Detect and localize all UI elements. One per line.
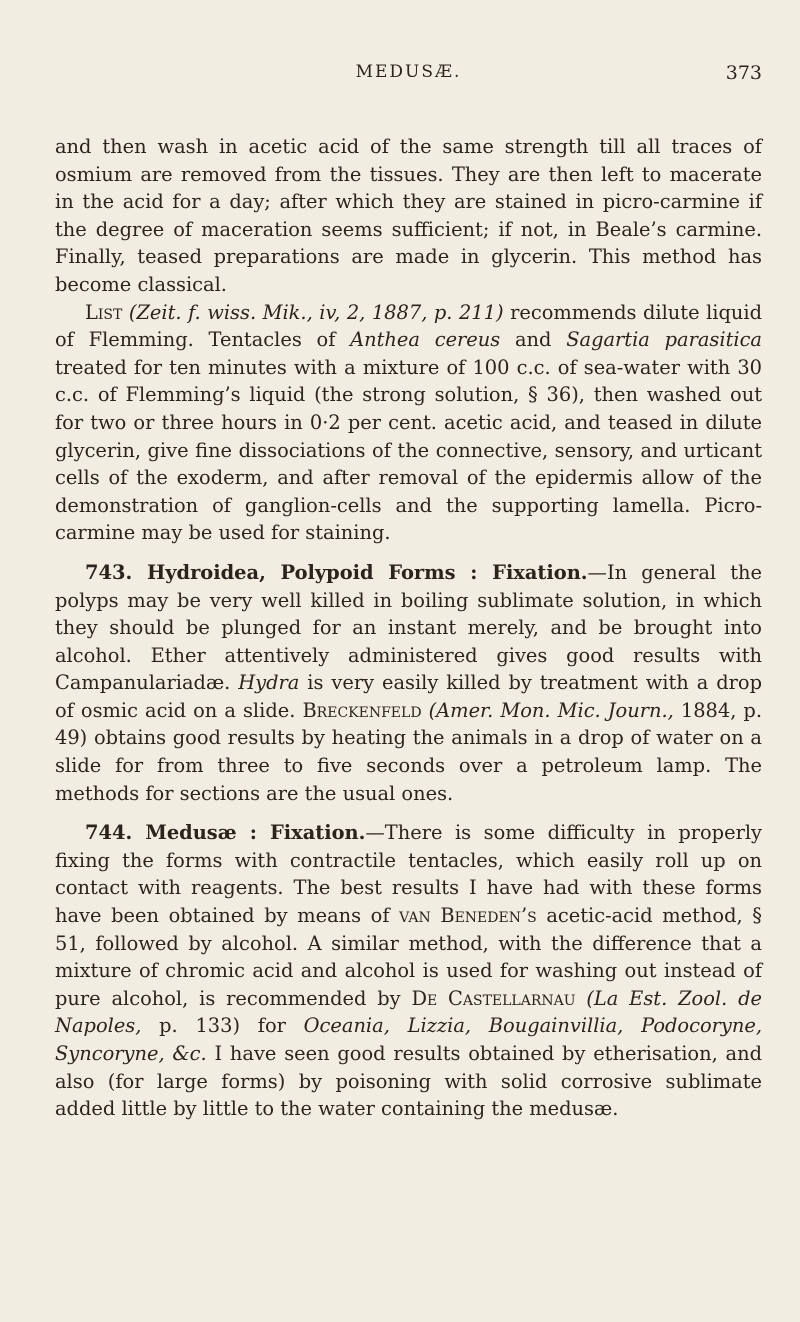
paragraph-text: is very easily killed by treatment with a drop of osmic acid on a slide.: [55, 671, 762, 722]
section-heading-743: 743. Hydroidea, Polypoid Forms : Fixation.: [85, 560, 588, 584]
paragraph-text: I have seen good results obtained by etherisation, and also (for large forms) by poisoning with solid corrosive sublimate added little by little to the water containing the medusæ.: [55, 1042, 762, 1121]
body-text: [55, 133, 762, 1123]
paragraph-text: —In general the polyps may be very well killed in boiling sublimate solution, in which they should be plunged for an instant merely, and be brought into alcohol. Ether attentively administered gives good results with Campanulariadæ.: [55, 560, 762, 695]
paragraph-text: —There is some difficulty in properly fixing the forms with contractile tentacles, which easily roll up on contact with reagents. The best results I have had with these forms have been obtained by means of: [55, 821, 763, 928]
paragraph-text: 1884, p. 49) obtains good results by heating the animals in a drop of water on a slide for from three to five seconds over a petroleum lamp. The methods for sections are the usual ones.: [55, 698, 762, 805]
species-anthea: Anthea cereus: [350, 328, 501, 352]
running-title: MEDUSÆ.: [355, 62, 462, 82]
running-header: [55, 62, 762, 92]
author-list: List: [85, 300, 123, 324]
paragraph-text: acetic-acid method, § 51, followed by alcohol. A similar method, with the difference that a mixture of chromic acid and alcohol is used for washing out instead of pure alcohol, is recommended by: [55, 904, 762, 1010]
citation-breckenfeld: (Amer. Mon. Mic. Journ.,: [428, 698, 674, 722]
paragraph-text: and: [500, 328, 567, 352]
genera-list: Oceania, Lizzia, Bougainvillia, Podocoryne, Syncoryne, &c.: [55, 1014, 762, 1065]
genus-hydra: Hydra: [238, 671, 300, 695]
paragraph-text: recommends dilute liquid of Flemming. Tentacles of: [55, 300, 762, 352]
author-van-beneden: van Beneden’s: [399, 904, 537, 928]
section-744: [55, 819, 762, 1123]
paragraph-text: p. 133) for: [141, 1014, 304, 1038]
author-breckenfeld: Breckenfeld: [302, 698, 422, 722]
author-de-castellarnau: De Castellarnau: [411, 986, 576, 1010]
page-number: 373: [725, 62, 762, 84]
citation-castellarnau: (La Est. Zool. de Napoles,: [55, 986, 762, 1038]
paragraph-text: treated for ten minutes with a mixture of 100 c.c. of sea-water with 30 c.c. of Flemming’s liquid (the strong solution, § 36), then washed out for two or three hours in 0·2 per cent. acetic acid, and teased in dilute glycerin, give fine dissociations of the connective, sensory, and urticant cells of the exoderm, and after removal of the epidermis allow of the demonstration of ganglion-cells and the supporting lamella. Picro-carmine may be used for staining.: [55, 355, 762, 545]
citation-list: (Zeit. f. wiss. Mik., iv, 2, 1887, p. 211): [128, 300, 504, 324]
paragraph-continued: and then wash in acetic acid of the same strength till all traces of osmium are removed from the tissues. They are then left to macerate in the acid for a day; after which they are stained in picro-carmine if the degree of maceration seems sufficient; if not, in Beale’s carmine. Finally, teased preparations are made in glycerin. This method has become classical.: [55, 135, 762, 296]
paragraph-list: [55, 299, 762, 547]
section-heading-744: 744. Medusæ : Fixation.: [85, 821, 366, 845]
section-743: [55, 559, 762, 807]
species-sagartia: Sagartia parasitica: [566, 328, 762, 352]
